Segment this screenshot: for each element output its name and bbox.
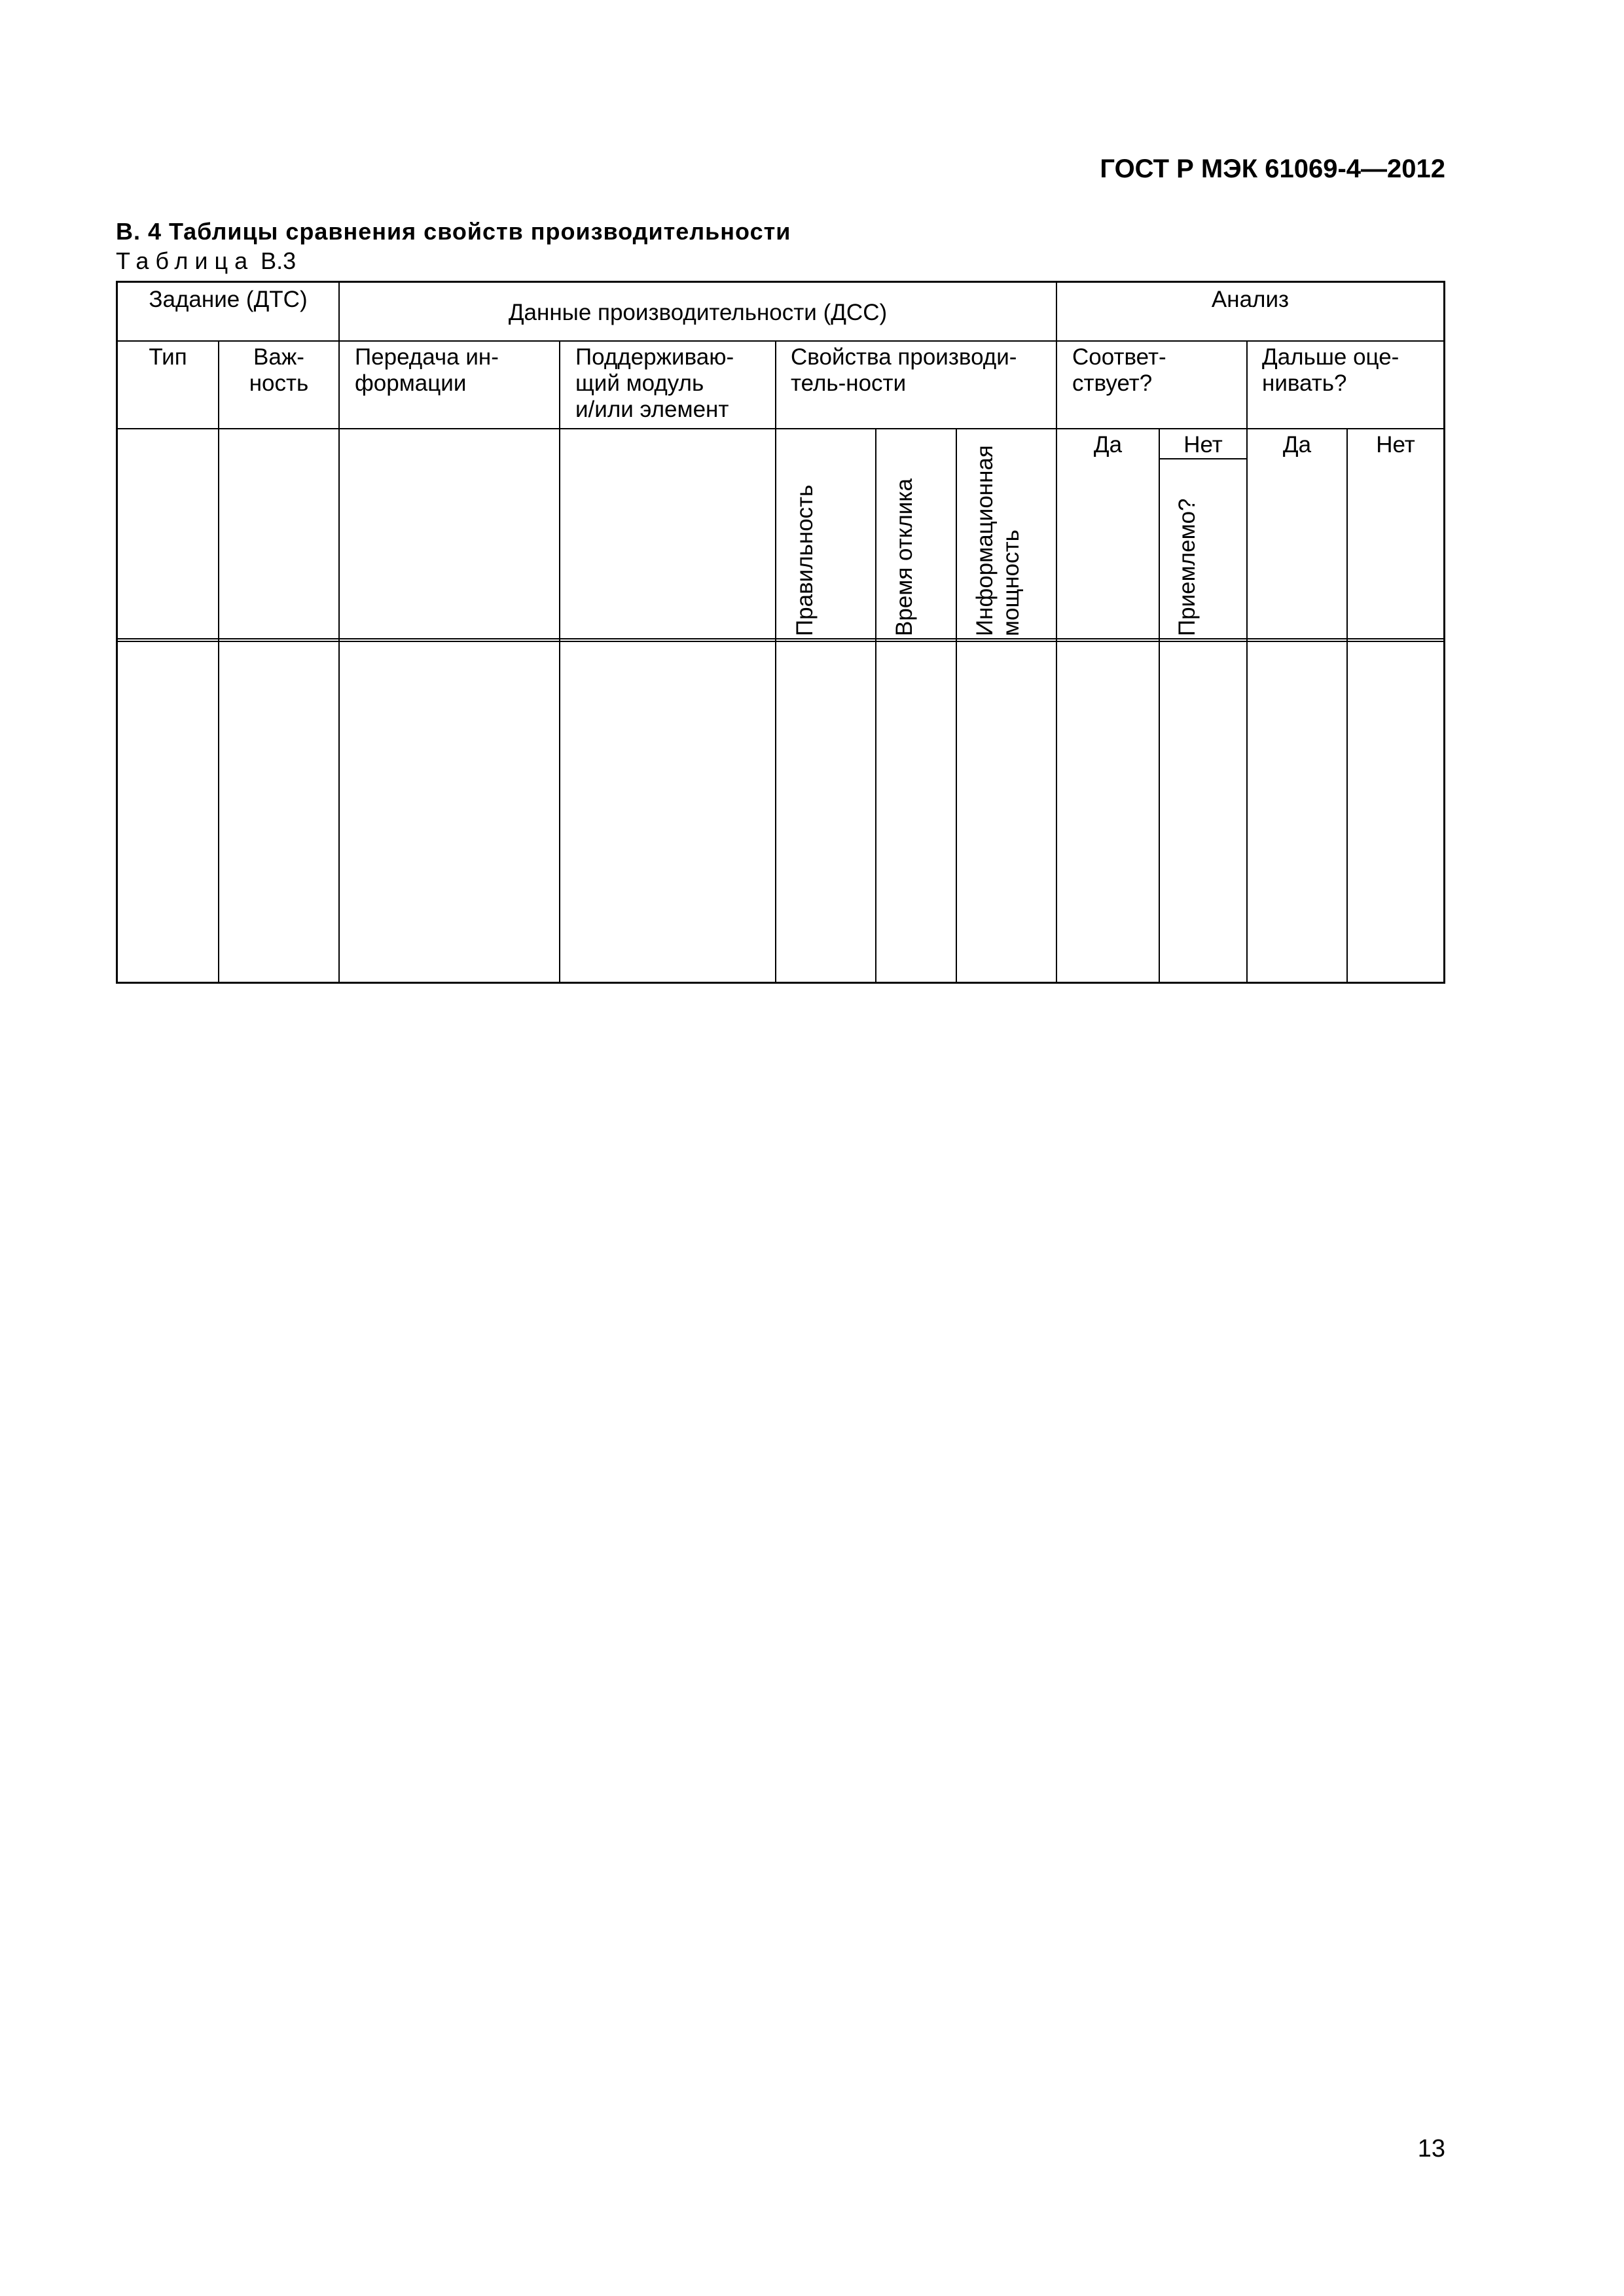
col-further-evaluate: Дальше оце- нивать? <box>1262 344 1399 396</box>
table-rule <box>875 428 876 982</box>
col-info-transfer: Передача ин- формации <box>355 344 499 396</box>
section-title: В. 4 Таблицы сравнения свойств производительности <box>116 218 791 245</box>
table-rule <box>1160 458 1246 459</box>
table-rule <box>1159 428 1160 982</box>
subcol-matches-yes: Да <box>1093 432 1123 457</box>
table-rule <box>118 340 1443 342</box>
subcol-info-capacity: Информационная мощность <box>972 445 1024 636</box>
subcol-acceptable: Приемлемо? <box>1174 498 1200 636</box>
table-rule <box>338 283 340 982</box>
table-caption <box>116 247 296 275</box>
group-task: Задание (ДТС) <box>149 287 308 312</box>
table-rule <box>1056 283 1057 982</box>
page-number: 13 <box>1417 2135 1445 2162</box>
col-performance-properties: Свойства производи- тель-ности <box>791 344 1017 396</box>
table-caption-word: Таблица <box>116 247 255 274</box>
comparison-table <box>116 281 1445 984</box>
subcol-matches-no: Нет <box>1183 432 1223 457</box>
table-rule <box>559 340 560 982</box>
table-caption-number: В.3 <box>261 247 297 274</box>
subcol-response-time: Время отклика <box>892 478 917 636</box>
document-standard-header: ГОСТ Р МЭК 61069-4—2012 <box>1100 154 1445 183</box>
col-matches: Соответ- ствует? <box>1072 344 1166 396</box>
subcol-further-yes: Да <box>1282 432 1312 457</box>
table-rule <box>1346 428 1348 982</box>
subcol-correctness: Правильность <box>792 484 818 636</box>
table-rule <box>218 340 219 982</box>
col-supporting-module: Поддерживаю- щий модуль и/или элемент <box>575 344 734 422</box>
group-analysis: Анализ <box>1211 287 1290 312</box>
table-rule <box>775 340 776 982</box>
header-double-rule <box>118 638 1443 642</box>
group-performance-data: Данные производительности (ДСС) <box>508 300 888 325</box>
table-rule <box>956 428 957 982</box>
col-importance: Важ- ность <box>249 344 309 396</box>
col-type: Тип <box>149 344 187 370</box>
subcol-further-no: Нет <box>1376 432 1415 457</box>
table-rule <box>118 428 1443 429</box>
